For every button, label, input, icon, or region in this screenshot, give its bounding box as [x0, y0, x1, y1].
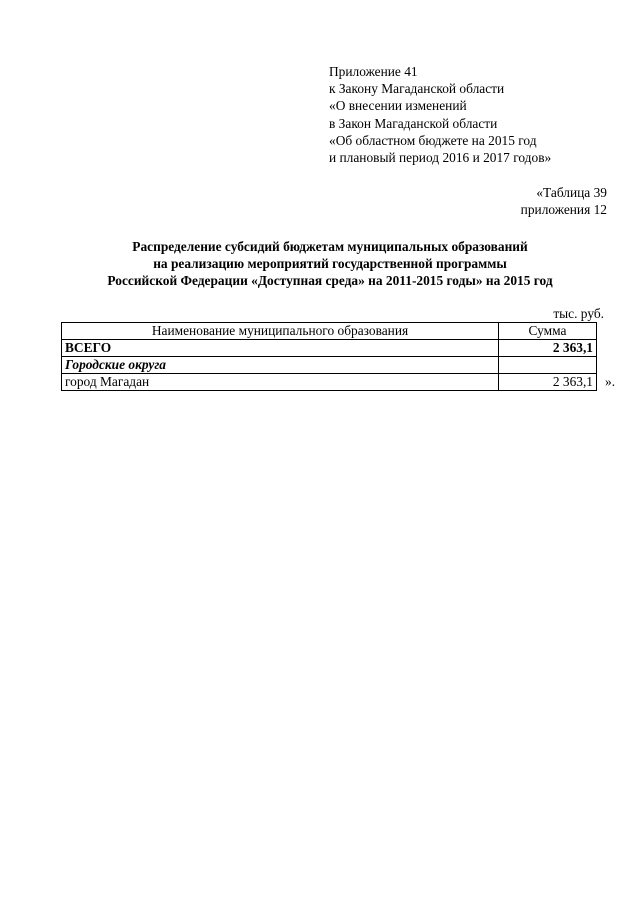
table-ref-line: приложения 12 [520, 202, 607, 218]
header-line: Приложение 41 [329, 64, 418, 79]
row-name-cell: город Магадан [62, 374, 499, 391]
title-line: Распределение субсидий бюджетам муниципальных образований [132, 239, 528, 254]
header-name-cell: Наименование муниципального образования [62, 323, 499, 340]
table-header-row [62, 323, 597, 340]
closing-quote-mark: ». [605, 374, 616, 389]
table-row-total [62, 340, 597, 357]
header-line: и плановый период 2016 и 2017 годов» [329, 150, 552, 166]
row-sum-cell [499, 357, 597, 374]
table-row-group [62, 357, 597, 374]
header-sum-cell: Сумма [499, 323, 597, 340]
table-row [62, 374, 597, 391]
title-line: Российской Федерации «Доступная среда» на 2011-2015 годы» на 2015 год [107, 273, 553, 289]
row-sum-cell: 2 363,1 [499, 374, 597, 391]
table-reference [521, 184, 607, 218]
table-ref-line: «Таблица 39 [536, 185, 607, 200]
row-name-cell: ВСЕГО [62, 340, 499, 357]
header-line: «Об областном бюджете на 2015 год [329, 132, 537, 148]
document-title [60, 238, 600, 290]
header-line: к Закону Магаданской области [329, 81, 505, 97]
units-label: тыс. руб. [553, 306, 604, 321]
appendix-header [329, 63, 551, 166]
title-line: на реализацию мероприятий государственной программы [153, 256, 507, 272]
header-line: в Закон Магаданской области [329, 115, 498, 131]
row-sum-cell: 2 363,1 [499, 340, 597, 357]
subsidy-table [61, 322, 597, 391]
row-name-cell: Городские округа [62, 357, 499, 374]
header-line: «О внесении изменений [329, 98, 467, 114]
